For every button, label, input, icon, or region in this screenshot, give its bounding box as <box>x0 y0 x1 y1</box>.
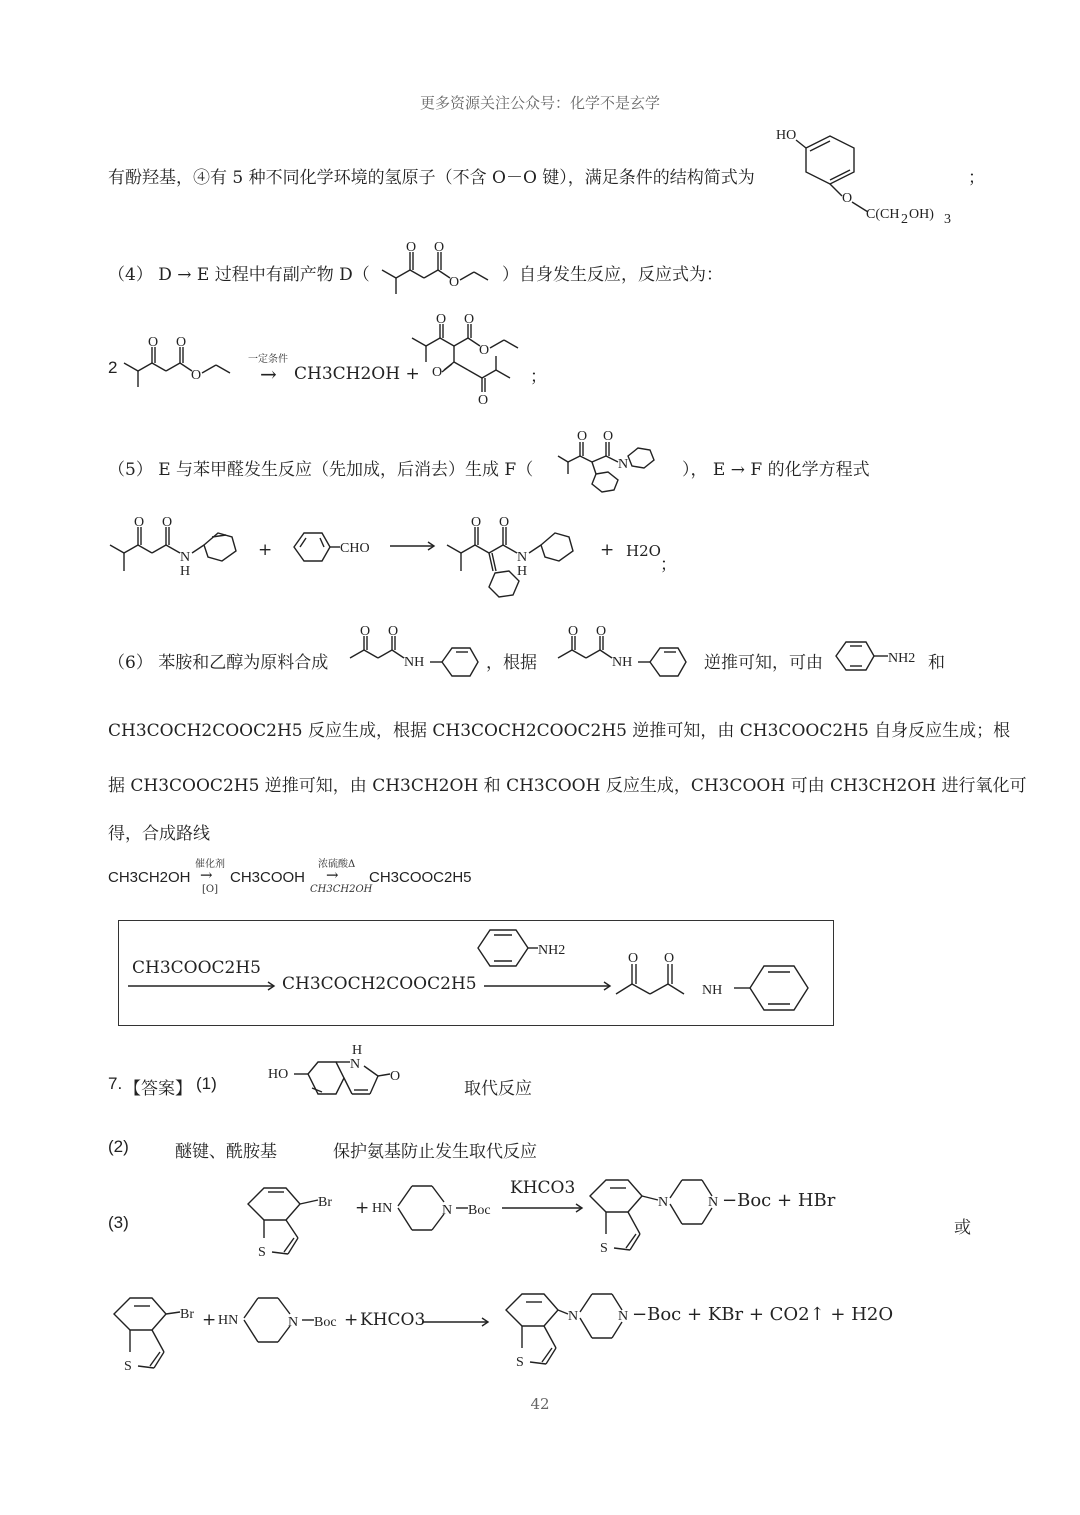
q4-reactant-structure <box>120 335 245 390</box>
q5-plus1: + <box>258 540 273 560</box>
box-reagent1: CH3COOC2H5 <box>132 958 261 978</box>
svg-text:N: N <box>618 457 629 472</box>
q7-eq1-condition: KHCO3 <box>510 1178 576 1198</box>
svg-text:O: O <box>191 368 202 383</box>
svg-text:S: S <box>600 1241 608 1256</box>
svg-text:Boc: Boc <box>468 1203 491 1218</box>
box-aniline <box>472 924 612 972</box>
svg-text:O: O <box>162 515 173 530</box>
svg-text:O: O <box>390 1069 401 1084</box>
svg-text:O: O <box>628 951 639 966</box>
q7-boc-piperazine-2 <box>218 1288 358 1358</box>
box-product-structure <box>614 950 829 1016</box>
svg-text:O: O <box>479 343 490 358</box>
q7-part2-purpose: 保护氨基防止发生取代反应 <box>333 1142 537 1162</box>
q4-product1: CH3CH2OH + <box>294 364 420 384</box>
q7-eq2-khco3: KHCO3 <box>360 1310 426 1330</box>
svg-text:N: N <box>708 1195 719 1210</box>
q7-eq1-hbr: HBr <box>797 1190 836 1211</box>
svg-text:O: O <box>596 624 607 639</box>
svg-text:NH: NH <box>404 655 425 670</box>
q7-eq1-dash: − <box>722 1190 738 1211</box>
q6-aniline-structure <box>832 636 927 678</box>
q7-answer-label: 【答案】 <box>124 1079 192 1099</box>
q5-benzaldehyde <box>288 525 388 570</box>
svg-text:Br: Br <box>318 1195 332 1210</box>
q6-line4: 得，合成路线 <box>108 824 210 844</box>
route-cond2-bottom: CH3CH2OH <box>310 884 373 895</box>
q6-intro: （6） 苯胺和乙醇为原料合成 <box>108 653 329 673</box>
svg-text:CHO: CHO <box>340 541 370 556</box>
svg-text:S: S <box>516 1355 524 1370</box>
svg-text:NH2: NH2 <box>538 943 566 958</box>
svg-text:3: 3 <box>944 212 951 227</box>
q6-line3: 据 CH3COOC2H5 逆推可知，由 CH3CH2OH 和 CH3COOH 反应生成，CH3COOH 可由 CH3CH2OH 进行氧化可 <box>108 776 1027 796</box>
q7-part2-label: (2) <box>108 1137 129 1156</box>
page-number: 42 <box>530 1395 550 1413</box>
q5-tail: ； <box>660 555 677 575</box>
q6-target-structure-2 <box>556 624 696 688</box>
q6-line2: CH3COCH2COOC2H5 反应生成，根据 CH3COCH2COOC2H5 逆推可知，由 CH3COOC2H5 自身反应生成；根 <box>108 721 1011 741</box>
q3-text: 有酚羟基，④有 5 种不同化学环境的氢原子（不含 O－O 键），满足条件的结构简式为 <box>108 168 755 188</box>
q7-eq2-dash: − <box>632 1304 648 1325</box>
q4-tail: ； <box>530 367 547 387</box>
route-cond2-top: 浓硫酸Δ <box>318 859 356 870</box>
q5-e-structure <box>108 515 243 585</box>
q3-structure <box>770 122 980 232</box>
q5-intro-tail: ）， E → F 的化学方程式 <box>682 460 870 480</box>
svg-text:H: H <box>517 564 528 579</box>
q7-eq2-product <box>500 1282 680 1377</box>
route-cond1-top: 催化剂 <box>195 859 225 870</box>
svg-text:S: S <box>124 1359 132 1374</box>
q4-d-structure <box>378 240 498 300</box>
svg-text:O: O <box>360 624 371 639</box>
q4-product2-structure <box>408 312 533 416</box>
svg-text:S: S <box>258 1245 266 1260</box>
svg-text:O: O <box>664 951 675 966</box>
q7-or: 或 <box>954 1218 971 1238</box>
q4-condition: 一定条件 <box>248 354 288 365</box>
svg-text:NH: NH <box>702 983 723 998</box>
q4-intro: （4） D → E 过程中有副产物 D（ <box>108 265 370 285</box>
svg-text:N: N <box>517 550 528 565</box>
q3-o-label: O <box>842 191 853 206</box>
q5-arrow <box>390 540 440 552</box>
q6-mid1: ，根据 <box>486 653 537 673</box>
q5-water: H2O <box>626 542 661 560</box>
svg-text:O: O <box>568 624 579 639</box>
route-arrow2: → <box>326 866 339 884</box>
q5-f-structure-small <box>556 430 686 500</box>
route-cond1-bottom: [O] <box>202 884 219 895</box>
svg-text:O: O <box>176 335 187 350</box>
q6-target-structure-1 <box>348 624 488 688</box>
svg-text:N: N <box>288 1315 299 1330</box>
svg-text:O: O <box>471 515 482 530</box>
q7-part2-groups: 醚键、酰胺基 <box>175 1142 277 1162</box>
svg-text:Br: Br <box>180 1307 194 1322</box>
svg-text:N: N <box>568 1309 579 1324</box>
svg-text:O: O <box>603 429 614 444</box>
svg-text:N: N <box>180 550 191 565</box>
svg-text:N: N <box>442 1203 453 1218</box>
svg-text:O: O <box>499 515 510 530</box>
svg-text:Boc: Boc <box>314 1315 337 1330</box>
svg-text:N: N <box>618 1309 629 1324</box>
page-header: 更多资源关注公众号：化学不是玄学 <box>419 94 660 112</box>
q7-eq1-product-tail <box>722 1190 835 1211</box>
q4-coefficient: 2 <box>108 358 118 377</box>
svg-text:NH: NH <box>612 655 633 670</box>
svg-text:O: O <box>449 275 460 290</box>
svg-text:HN: HN <box>218 1313 239 1328</box>
q7-eq2-arrow <box>422 1316 494 1328</box>
q7-eq2-byproducts: KBr + CO2↑ + H2O <box>707 1304 894 1325</box>
svg-text:HO: HO <box>268 1067 289 1082</box>
q7-hydroxyquinolinone <box>266 1043 426 1120</box>
svg-text:2: 2 <box>901 212 908 227</box>
q3-tail: ； <box>968 168 985 188</box>
q7-eq1-plus2: + <box>776 1190 793 1211</box>
route-ethanol: CH3CH2OH <box>108 869 191 886</box>
q7-number: 7. <box>108 1074 123 1093</box>
svg-text:O: O <box>434 240 445 255</box>
svg-text:OH): OH) <box>909 207 934 222</box>
q6-end: 和 <box>928 653 945 673</box>
q5-f-structure <box>445 515 580 610</box>
svg-text:O: O <box>432 365 443 380</box>
box-arrow1 <box>128 980 278 992</box>
q4-intro-tail: ）自身发生反应，反应式为： <box>502 265 723 285</box>
svg-text:O: O <box>406 240 417 255</box>
route-ethyl-acetate: CH3COOC2H5 <box>369 869 472 886</box>
svg-text:O: O <box>134 515 145 530</box>
q3-ho-label: HO <box>776 128 797 143</box>
q7-eq1-arrow <box>502 1202 588 1214</box>
q5-plus2: + <box>600 540 615 560</box>
box-arrow2 <box>484 980 614 992</box>
q7-boc-piperazine-1 <box>372 1176 507 1246</box>
q6-mid2: 逆推可知，可由 <box>704 653 823 673</box>
svg-text:N: N <box>350 1057 361 1072</box>
q7-eq1-boc: Boc <box>737 1190 772 1211</box>
svg-text:O: O <box>148 335 159 350</box>
svg-text:O: O <box>388 624 399 639</box>
q7-eq2-boc: Boc <box>647 1304 682 1325</box>
q7-eq2-plus1: + <box>202 1310 217 1330</box>
svg-text:O: O <box>436 312 447 327</box>
svg-text:O: O <box>478 393 489 408</box>
svg-text:H: H <box>352 1043 363 1058</box>
q7-part3-label: (3) <box>108 1213 129 1232</box>
q5-intro: （5） E 与苯甲醛发生反应（先加成，后消去）生成 F（ <box>108 460 534 480</box>
q7-eq1-plus1: + <box>355 1198 370 1218</box>
q7-eq1-product <box>584 1168 844 1263</box>
svg-text:O: O <box>577 429 588 444</box>
svg-text:H: H <box>180 564 191 579</box>
svg-text:N: N <box>658 1195 669 1210</box>
svg-text:C(CH: C(CH <box>866 207 900 222</box>
box-intermediate: CH3COCH2COOC2H5 <box>282 974 477 994</box>
svg-text:NH2: NH2 <box>888 651 916 666</box>
q4-arrow: → <box>260 362 277 386</box>
q7-eq2-product-tail <box>632 1304 893 1325</box>
q7-bromobenzothiophene-1 <box>242 1176 362 1261</box>
q7-part1-label: (1) <box>196 1074 217 1093</box>
route-arrow1: → <box>200 866 213 884</box>
svg-text:HN: HN <box>372 1201 393 1216</box>
svg-text:O: O <box>464 312 475 327</box>
route-acetic-acid: CH3COOH <box>230 869 306 886</box>
q7-eq2-plus3: + <box>686 1304 703 1325</box>
q7-part1-type: 取代反应 <box>464 1079 532 1099</box>
q7-eq2-plus2: + <box>344 1310 359 1330</box>
